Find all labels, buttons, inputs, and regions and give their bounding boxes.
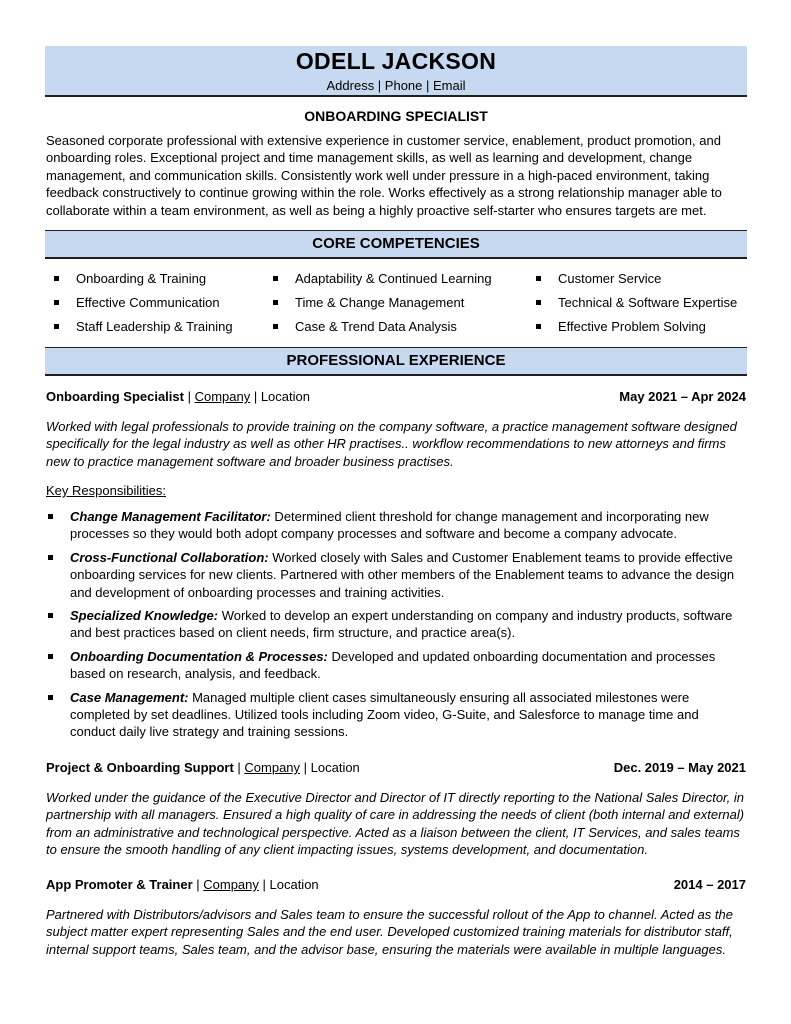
competency-label: Staff Leadership & Training (76, 319, 233, 334)
job-header (46, 876, 746, 894)
responsibility-lead: Onboarding Documentation & Processes: (70, 648, 328, 664)
job-location: Location (269, 877, 319, 892)
job-description: Partnered with Distributors/advisors and Sales team to ensure the successful rollout of the App to channel. Acted as the subject matter expert representing Sales and the end user. Developed customized training materials for distributor staff, internal support teams, Sales team, and the advisor base, ensuring the materials were available in multiple languages. (46, 907, 733, 957)
competency-label: Effective Communication (76, 295, 220, 310)
responsibility-item (46, 549, 746, 601)
competency-item (536, 270, 737, 294)
competency-item (54, 294, 233, 318)
bullet-icon (48, 613, 53, 618)
responsibility-item (46, 607, 746, 642)
job-title-line: Project & Onboarding Support | Company | Location (46, 760, 360, 775)
job-title: Onboarding Specialist (46, 389, 184, 404)
competency-item (273, 318, 492, 342)
job-location: Location (310, 760, 360, 775)
bullet-icon (273, 276, 278, 281)
header-band (45, 46, 747, 97)
responsibility-text: Worked to develop an expert understanding on company and industry products, software and best practices based on client needs, firm structure, and practice area(s). (70, 608, 733, 641)
competency-item (536, 294, 737, 318)
bullet-icon (536, 324, 541, 329)
competency-label: Effective Problem Solving (558, 319, 706, 334)
competency-item (54, 318, 233, 342)
professional-experience-heading: PROFESSIONAL EXPERIENCE (45, 347, 747, 376)
job-target-title: ONBOARDING SPECIALIST (304, 108, 488, 124)
competency-column-3 (536, 270, 737, 342)
job-title: App Promoter & Trainer (46, 877, 193, 892)
company-name: Company (194, 389, 251, 404)
job-title: Project & Onboarding Support (46, 760, 234, 775)
responsibility-text: Developed and updated onboarding documentation and processes based on research, analysis, and feedback. (70, 648, 716, 682)
competency-item (273, 270, 492, 294)
responsibility-text: Determined client threshold for change management and incorporating new processes so they would both adopt company processes and software and become a company advocate. (70, 509, 709, 542)
bullet-icon (536, 300, 541, 305)
responsibility-item (46, 689, 746, 741)
competency-label: Technical & Software Expertise (558, 295, 738, 310)
contact-line: Address | Phone | Email (326, 78, 466, 93)
job-title-line: Onboarding Specialist | Company | Location (46, 389, 310, 404)
summary-paragraph: Seasoned corporate professional with extensive experience in customer service, enablement, product promotion, and onboarding roles. Exceptional project and time management skills, as well as learning and development, change management, and communication skills. Consistently work well under pressure in a high-paced environment, taking feedback constructively to continue growing within the role. Works effectively as a strong relationship manager able to collaborate within a team environment, as well as being a highly proactive self-starter who ensures targets are met. (46, 133, 722, 218)
bullet-icon (273, 324, 278, 329)
job-header (46, 388, 746, 406)
job-title-line: App Promoter & Trainer | Company | Location (46, 877, 319, 892)
competency-column-2 (273, 270, 492, 342)
bullet-icon (54, 324, 59, 329)
bullet-icon (54, 300, 59, 305)
job-dates: Dec. 2019 – May 2021 (613, 760, 746, 775)
job-description: Worked under the guidance of the Executive Director and Director of IT directly reporting to the National Sales Director, in partnership with all managers. Ensured a high quality of care in addressing the needs of client (both internal and external) from an administrative and technological perspective. Acted as a liaison between the client, IT Services, and sales teams to ensure the smooth handling of any client impacting issues, systems development, and documentation. (46, 790, 745, 858)
job-description: Worked with legal professionals to provide training on the company software, a practice management software designed specifically for the legal industry as well as other HR practises.. workflow recommendations to new attorneys and firms new to practice management software and broader business practises. (46, 419, 737, 469)
company-name: Company (203, 877, 259, 892)
competency-label: Adaptability & Continued Learning (295, 271, 492, 286)
responsibility-item (46, 648, 746, 683)
responsibility-text: Worked closely with Sales and Customer Enablement teams to provide effective onboarding services for new clients. Partnered with other members of the Enablement teams to advance the design and development of onboarding processes and training activities. (70, 549, 735, 600)
bullet-icon (48, 514, 53, 519)
competency-item (536, 318, 737, 342)
competency-item (54, 270, 233, 294)
bullet-icon (48, 654, 53, 659)
responsibility-lead: Case Management: (70, 689, 189, 705)
company-name: Company (244, 760, 301, 775)
competency-label: Customer Service (558, 271, 662, 286)
responsibility-text: Managed multiple client cases simultaneously ensuring all associated milestones were completed by set deadlines. Utilized tools including Zoom video, G-Suite, and Salesforce to manage time and conduct daily live strategy and training sessions. (70, 689, 699, 740)
job-header (46, 759, 746, 777)
competency-column-1 (54, 270, 233, 342)
responsibility-lead: Change Management Facilitator: (70, 509, 271, 524)
bullet-icon (48, 555, 53, 560)
candidate-name: ODELL JACKSON (295, 48, 497, 74)
responsibilities-list (46, 508, 746, 747)
bullet-icon (48, 695, 53, 700)
job-location: Location (260, 389, 310, 404)
competency-label: Case & Trend Data Analysis (295, 319, 457, 334)
core-competencies-heading: CORE COMPETENCIES (45, 230, 747, 259)
bullet-icon (536, 276, 541, 281)
competency-label: Onboarding & Training (76, 271, 207, 286)
job-dates: 2014 – 2017 (673, 877, 746, 892)
responsibility-lead: Specialized Knowledge: (70, 608, 219, 624)
job-dates: May 2021 – Apr 2024 (619, 389, 746, 404)
competency-item (273, 294, 492, 318)
bullet-icon (273, 300, 278, 305)
bullet-icon (54, 276, 59, 281)
key-responsibilities-heading: Key Responsibilities: (46, 483, 166, 498)
responsibility-lead: Cross-Functional Collaboration: (70, 549, 269, 565)
responsibility-item (46, 508, 746, 543)
competency-label: Time & Change Management (295, 295, 465, 310)
